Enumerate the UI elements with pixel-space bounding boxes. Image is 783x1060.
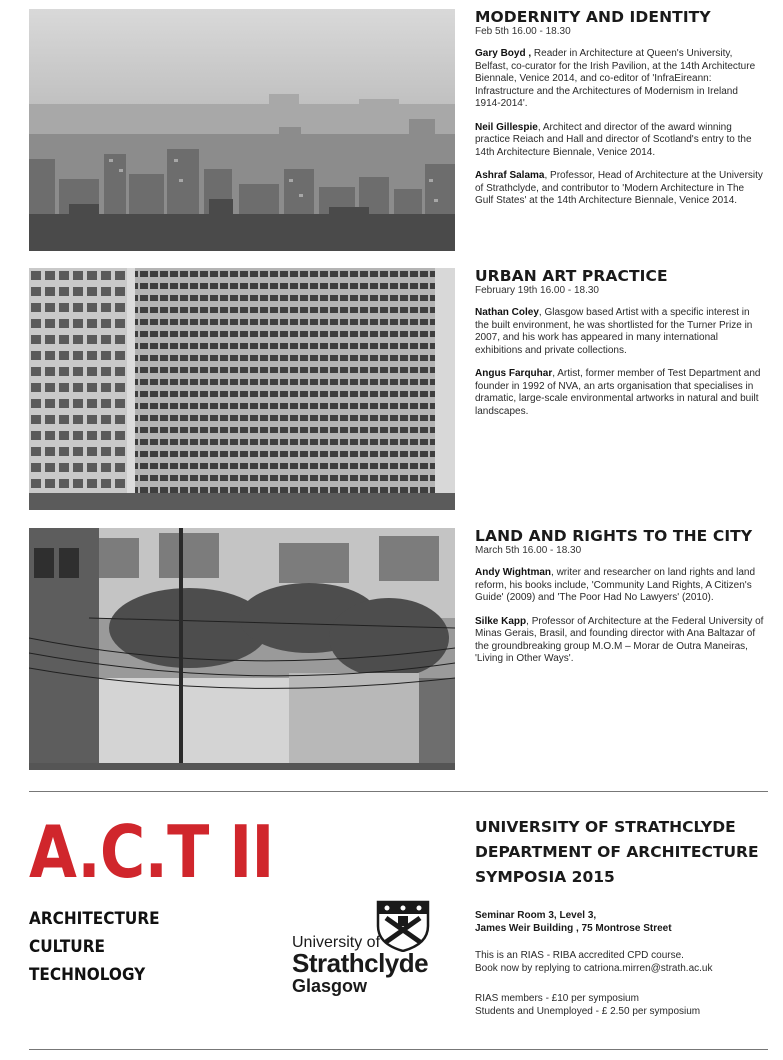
session-land-rights (475, 527, 765, 677)
logo-line-2: Strathclyde (292, 948, 429, 978)
speaker-bio: Reader in Architecture at Queen's University, Belfast, co-curator for the Irish Pavilion, at the 14th Architecture Biennale, Venice 2014, and co-editor of 'InfraEireann: Infrastructure and the Architectures of Modernism in Ireland 1914-2014'. (475, 48, 756, 109)
department-line: DEPARTMENT OF ARCHITECTURE (475, 843, 759, 861)
speaker-entry (475, 48, 765, 111)
price-line-2: Students and Unemployed - £ 2.50 per symposium (475, 1006, 701, 1017)
speaker-entry (475, 567, 765, 605)
photo-highrise-facade (29, 268, 455, 510)
speaker-name: Ashraf Salama (475, 170, 545, 181)
venue-line-2: James Weir Building , 75 Montrose Street (475, 923, 672, 934)
speaker-entry (475, 307, 765, 357)
divider-top (29, 791, 768, 792)
cpd-line-1: This is an RIAS - RIBA accredited CPD course. (475, 950, 684, 961)
tagline-line: TECHNOLOGY (29, 965, 146, 985)
venue-info (475, 909, 672, 935)
university-logo (292, 896, 442, 1006)
speaker-name: Andy Wightman (475, 567, 552, 578)
photo-city-skyline (29, 9, 455, 251)
speaker-name: Angus Farquhar (475, 368, 553, 379)
session-title: URBAN ART PRACTICE (475, 267, 668, 285)
tagline-line: CULTURE (29, 937, 105, 957)
speaker-bio: , Artist, former member of Test Department and founder in 1992 of NVA, an arts organisation that specialises in dramatic, large-scale environmental artworks in natural and built landscapes. (475, 368, 761, 417)
speaker-entry (475, 122, 765, 160)
session-title: LAND AND RIGHTS TO THE CITY (475, 527, 753, 545)
session-urban-art (475, 267, 765, 429)
pricing-info (475, 992, 700, 1018)
speaker-entry (475, 616, 765, 666)
crest-icon (372, 896, 434, 952)
venue-line-1: Seminar Room 3, Level 3, (475, 910, 597, 921)
speaker-bio: , Architect and director of the award winning practice Reiach and Hall and director of Scotland's entry to the 14th Architecture Biennale, Venice 2014. (475, 121, 752, 158)
speaker-name: Neil Gillespie (475, 121, 538, 133)
department-line: UNIVERSITY OF STRATHCLYDE (475, 818, 736, 836)
session-date: March 5th 16.00 - 18.30 (475, 545, 582, 556)
department-heading (475, 815, 759, 890)
speaker-name: Gary Boyd , (475, 48, 532, 59)
logo-line-3: Glasgow (292, 976, 368, 996)
speaker-name: Nathan Coley (475, 307, 539, 318)
brand-title: A.C.T II (29, 810, 274, 894)
price-line-1: RIAS members - £10 per symposium (475, 993, 639, 1004)
cpd-line-2: Book now by replying to catriona.mirren@strath.ac.uk (475, 963, 713, 974)
divider-bottom (29, 1049, 768, 1050)
speaker-name: Silke Kapp (475, 615, 527, 627)
speaker-entry (475, 368, 765, 418)
speaker-entry (475, 170, 765, 208)
photo-favela-street (29, 528, 455, 770)
session-date: Feb 5th 16.00 - 18.30 (475, 26, 571, 37)
speaker-bio: , Professor of Architecture at the Federal University of Minas Gerais, Brasil, and founding director with Ana Baltazar of the groundbreaking group M.O.M – Morar de Outra Maneiras, 'Living in Other Ways'. (475, 615, 764, 664)
department-line: SYMPOSIA 2015 (475, 868, 615, 886)
speaker-bio: , writer and researcher on land rights and land reform, his books include, 'Community Land Rights, A Citizen's Guide' (2009) and 'The Poor Had No Lawyers' (2010). (475, 567, 756, 603)
logo-line-1: University of (292, 934, 381, 951)
cpd-info (475, 949, 712, 975)
brand-tagline (29, 905, 174, 989)
speaker-bio: , Glasgow based Artist with a specific interest in the built environment, he was shortlisted for the Turner Prize in 2007, and his work has appeared in many international exhibitions and private collections. (475, 307, 753, 356)
speaker-bio: , Professor, Head of Architecture at the University of Strathclyde, and contributor to 'Modern Architecture in The Gulf States' at the 14th Architecture Biennale, Venice 2014. (475, 170, 763, 206)
session-modernity (475, 8, 765, 219)
tagline-line: ARCHITECTURE (29, 909, 160, 929)
session-date: February 19th 16.00 - 18.30 (475, 285, 599, 296)
session-title: MODERNITY AND IDENTITY (475, 8, 711, 26)
